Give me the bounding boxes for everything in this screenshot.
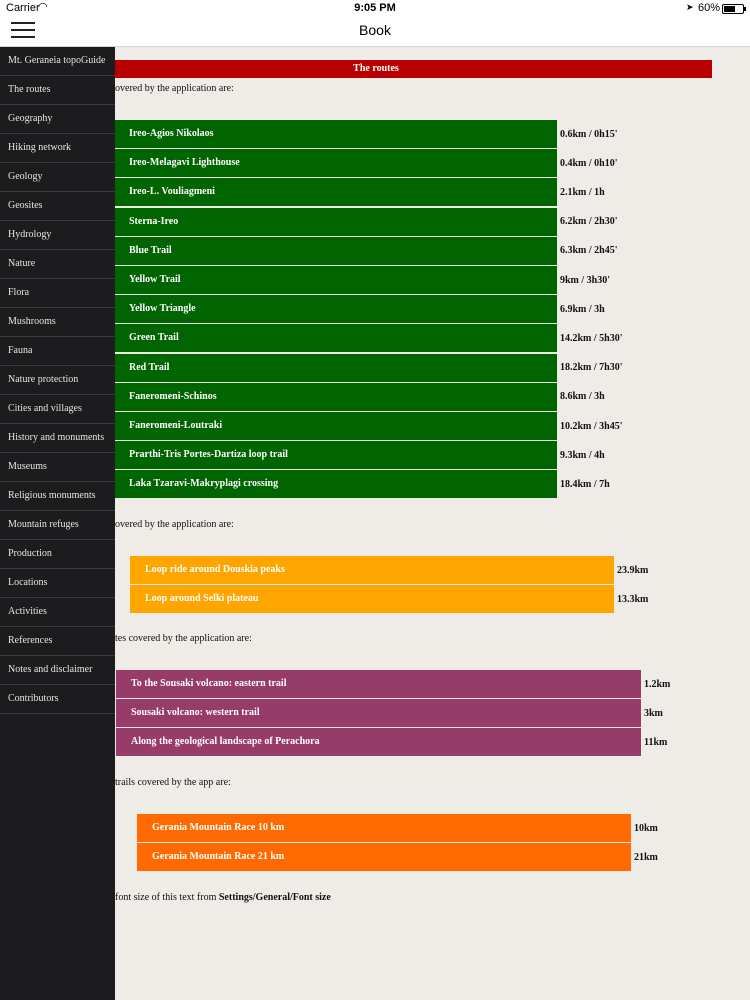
section-header: The routes (40, 60, 712, 78)
route-distance: 13.3km (617, 593, 649, 605)
sidebar-item-cities-and-villages[interactable]: Cities and villages (0, 395, 115, 424)
route-name[interactable]: To the Sousaki volcano: eastern trail (116, 670, 641, 698)
sidebar-item-the-routes[interactable]: The routes (0, 76, 115, 105)
route-row[interactable] (137, 814, 658, 842)
route-name[interactable]: Yellow Triangle (114, 295, 557, 323)
sidebar-item-museums[interactable]: Museums (0, 453, 115, 482)
footer-settings-path: Settings/General/Font size (218, 892, 331, 903)
sidebar-item-production[interactable]: Production (0, 540, 115, 569)
route-row[interactable] (116, 728, 667, 756)
sidebar-item-nature-protection[interactable]: Nature protection (0, 366, 115, 395)
route-name[interactable]: Gerania Mountain Race 21 km (137, 843, 631, 871)
route-row[interactable] (114, 149, 618, 177)
route-name[interactable]: Loop ride around Douskia peaks (130, 556, 614, 584)
route-distance: 21km (634, 851, 658, 863)
route-name[interactable]: Ireo-Agios Nikolaos (114, 120, 557, 148)
sidebar-item-mountain-refuges[interactable]: Mountain refuges (0, 511, 115, 540)
carrier-label: Carrier (6, 2, 40, 14)
route-distance: 2.1km / 1h (560, 186, 605, 198)
route-name[interactable]: Green Trail (114, 324, 557, 352)
sidebar-item-geology[interactable]: Geology (0, 163, 115, 192)
route-name[interactable]: Laka Tzaravi-Makryplagi crossing (114, 470, 557, 498)
hiking-intro: overed by the application are: (115, 83, 234, 94)
route-row[interactable] (114, 237, 618, 265)
race-intro: trails covered by the app are: (115, 777, 231, 788)
route-row[interactable] (114, 120, 618, 148)
page-title: Book (359, 22, 391, 38)
route-name[interactable]: Yellow Trail (114, 266, 557, 294)
route-row[interactable] (114, 208, 618, 236)
sidebar-item-contributors[interactable]: Contributors (0, 685, 115, 714)
sidebar-item-history-and-monuments[interactable]: History and monuments (0, 424, 115, 453)
route-name[interactable]: Along the geological landscape of Perachora (116, 728, 641, 756)
route-name[interactable]: Sousaki volcano: western trail (116, 699, 641, 727)
sidebar-item-geosites[interactable]: Geosites (0, 192, 115, 221)
sidebar-item-hydrology[interactable]: Hydrology (0, 221, 115, 250)
clock: 9:05 PM (354, 2, 396, 14)
footer-text: font size of this text from (115, 892, 219, 903)
route-distance: 23.9km (617, 564, 649, 576)
sidebar-item-religious-monuments[interactable]: Religious monuments (0, 482, 115, 511)
route-name[interactable]: Ireo-Melagavi Lighthouse (114, 149, 557, 177)
route-row[interactable] (114, 470, 610, 498)
sidebar-item-flora[interactable]: Flora (0, 279, 115, 308)
route-distance: 9.3km / 4h (560, 449, 605, 461)
route-row[interactable] (114, 441, 605, 469)
route-distance: 18.2km / 7h30' (560, 362, 623, 374)
route-distance: 6.2km / 2h30' (560, 216, 618, 228)
route-row[interactable] (114, 295, 605, 323)
sidebar-item-fauna[interactable]: Fauna (0, 337, 115, 366)
battery-icon (722, 4, 744, 14)
route-distance: 3km (644, 707, 663, 719)
route-distance: 0.6km / 0h15' (560, 128, 618, 140)
route-row[interactable] (137, 843, 658, 871)
sidebar-item-references[interactable]: References (0, 627, 115, 656)
hamburger-menu-icon[interactable] (11, 22, 35, 40)
route-name[interactable]: Loop around Selki plateau (130, 585, 614, 613)
sidebar-item-geography[interactable]: Geography (0, 105, 115, 134)
route-distance: 0.4km / 0h10' (560, 157, 618, 169)
sidebar-item-activities[interactable]: Activities (0, 598, 115, 627)
sidebar-item-mt-geraneia-topoguide[interactable]: Mt. Geraneia topoGuide (0, 47, 115, 76)
route-name[interactable]: Faneromeni-Loutraki (114, 412, 557, 440)
route-row[interactable] (130, 585, 648, 613)
route-name[interactable]: Prarthi-Tris Portes-Dartiza loop trail (114, 441, 557, 469)
route-row[interactable] (114, 412, 623, 440)
status-bar (0, 0, 750, 16)
route-row[interactable] (114, 383, 605, 411)
route-distance: 14.2km / 5h30' (560, 332, 623, 344)
route-distance: 10km (634, 822, 658, 834)
sidebar-item-nature[interactable]: Nature (0, 250, 115, 279)
sidebar-item-hiking-network[interactable]: Hiking network (0, 134, 115, 163)
route-name[interactable]: Gerania Mountain Race 10 km (137, 814, 631, 842)
route-row[interactable] (116, 670, 670, 698)
route-name[interactable]: Red Trail (114, 354, 557, 382)
route-row[interactable] (114, 178, 605, 206)
geo-intro: tes covered by the application are: (115, 633, 252, 644)
sidebar-drawer (0, 47, 115, 1000)
route-distance: 10.2km / 3h45' (560, 420, 623, 432)
route-distance: 6.9km / 3h (560, 303, 605, 315)
route-name[interactable]: Blue Trail (114, 237, 557, 265)
route-name[interactable]: Ireo-L. Vouliagmeni (114, 178, 557, 206)
route-distance: 11km (644, 736, 668, 748)
sidebar-item-notes-and-disclaimer[interactable]: Notes and disclaimer (0, 656, 115, 685)
route-row[interactable] (114, 324, 623, 352)
footer-note (115, 892, 331, 903)
sidebar-item-mushrooms[interactable]: Mushrooms (0, 308, 115, 337)
route-row[interactable] (114, 266, 610, 294)
bike-intro: overed by the application are: (115, 519, 234, 530)
sidebar-item-locations[interactable]: Locations (0, 569, 115, 598)
route-row[interactable] (130, 556, 648, 584)
route-row[interactable] (116, 699, 663, 727)
route-distance: 8.6km / 3h (560, 391, 605, 403)
wifi-icon: ◠ (38, 1, 48, 13)
navigation-bar (0, 16, 750, 47)
battery-percentage: 60% (698, 2, 721, 14)
route-name[interactable]: Faneromeni-Schinos (114, 383, 557, 411)
route-distance: 18.4km / 7h (560, 478, 610, 490)
route-distance: 6.3km / 2h45' (560, 245, 618, 257)
route-distance: 9km / 3h30' (560, 274, 611, 286)
route-distance: 1.2km (644, 678, 671, 690)
location-icon: ➤ (686, 2, 694, 12)
route-row[interactable] (114, 354, 623, 382)
route-name[interactable]: Sterna-Ireo (114, 208, 557, 236)
